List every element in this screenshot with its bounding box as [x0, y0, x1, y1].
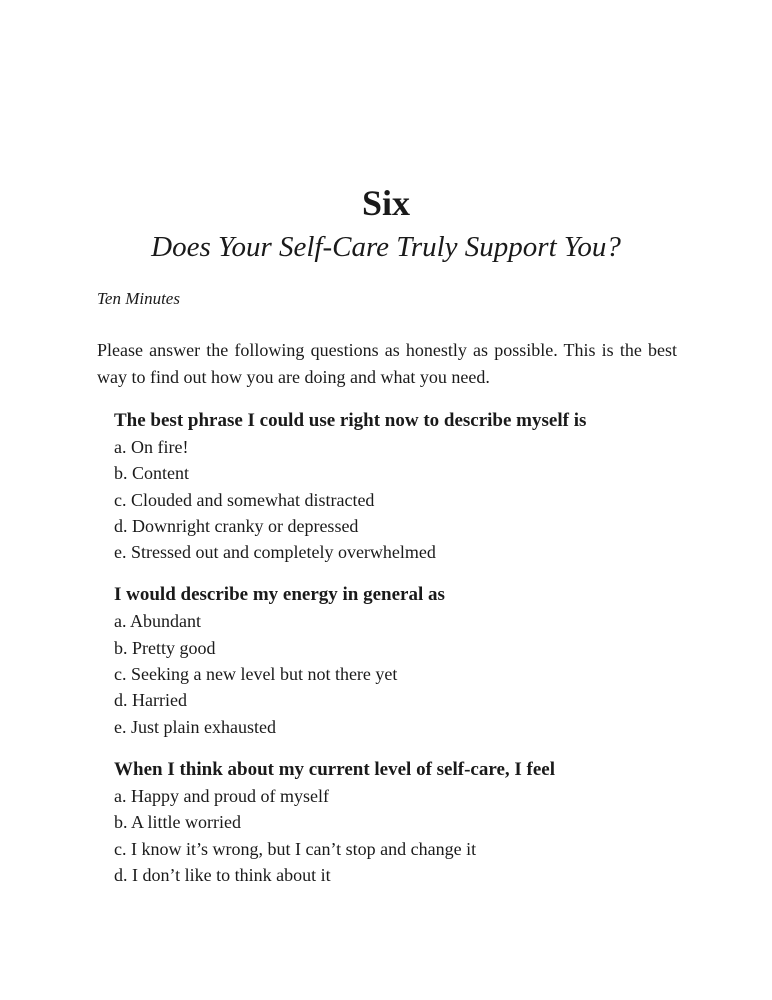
- answer-option: e. Just plain exhausted: [114, 716, 276, 737]
- answer-option: d. Harried: [114, 690, 187, 711]
- question-block: [114, 757, 714, 888]
- answer-option: b. A little worried: [114, 812, 241, 833]
- question-block: [114, 408, 714, 565]
- answer-option: a. Abundant: [114, 611, 201, 632]
- answer-option: b. Pretty good: [114, 637, 216, 658]
- quiz: [114, 408, 714, 905]
- answer-option: a. On fire!: [114, 437, 189, 457]
- answer-list: [114, 434, 714, 565]
- answer-option: b. Content: [114, 463, 189, 484]
- question-text: The best phrase I could use right now to describe myself is: [114, 410, 587, 431]
- answer-option: d. Downright cranky or depressed: [114, 515, 359, 536]
- answer-option: c. I know it’s wrong, but I can’t stop and change it: [114, 838, 477, 859]
- question-text: I would describe my energy in general as: [114, 584, 445, 606]
- time-note: Ten Minutes: [97, 289, 180, 308]
- answer-option: e. Stressed out and completely overwhelmed: [114, 542, 436, 563]
- answer-option: d. I don’t like to think about it: [114, 864, 331, 885]
- question-block: [114, 582, 714, 739]
- answer-option: c. Seeking a new level but not there yet: [114, 664, 398, 685]
- answer-list: [114, 608, 714, 739]
- answer-option: c. Clouded and somewhat distracted: [114, 489, 375, 510]
- answer-list: [114, 783, 714, 888]
- question-text: When I think about my current level of self-care, I feel: [114, 758, 555, 780]
- chapter-number: Six: [361, 183, 411, 223]
- answer-option: a. Happy and proud of myself: [114, 785, 329, 806]
- intro-paragraph: Please answer the following questions as honestly as possible. This is the best way to find out how you are doing and what you need.: [97, 340, 677, 387]
- chapter-title: Does Your Self-Care Truly Support You?: [151, 231, 621, 263]
